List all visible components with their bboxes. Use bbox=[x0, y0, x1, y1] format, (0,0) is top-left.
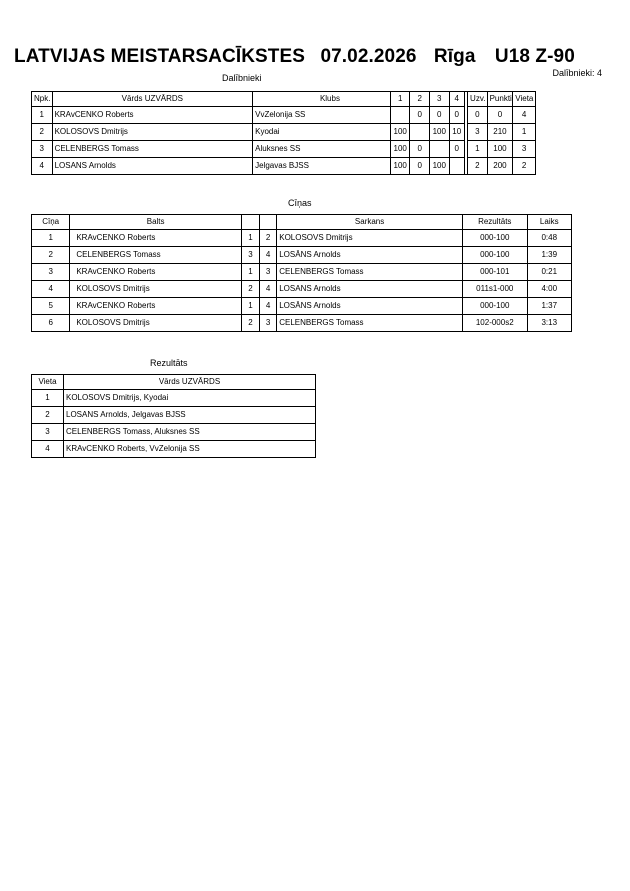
cell-white: KRAvCENKO Roberts bbox=[70, 264, 242, 281]
cell-time: 1:39 bbox=[527, 247, 571, 264]
col-name: Vārds UZVĀRDS bbox=[64, 375, 316, 390]
cell-bout: 6 bbox=[32, 315, 70, 332]
cell-time: 0:21 bbox=[527, 264, 571, 281]
cell-bout: 1 bbox=[32, 230, 70, 247]
col-r2: 2 bbox=[410, 92, 430, 107]
cell-result: 000-100 bbox=[462, 298, 527, 315]
cell-r2: 0 bbox=[410, 107, 430, 124]
col-time: Laiks bbox=[527, 215, 571, 230]
cell-r2: 0 bbox=[410, 141, 430, 158]
col-wins: Uzv. bbox=[468, 92, 488, 107]
col-place: Vieta bbox=[513, 92, 536, 107]
cell-club: VvZelonija SS bbox=[253, 107, 391, 124]
cell-red-num: 4 bbox=[260, 298, 277, 315]
bouts-header-row bbox=[32, 215, 572, 230]
cell-bout: 4 bbox=[32, 281, 70, 298]
competition-city: Rīga bbox=[433, 46, 476, 67]
cell-bout: 5 bbox=[32, 298, 70, 315]
cell-r1: 100 bbox=[390, 124, 410, 141]
cell-white: KOLOSOVS Dmitrijs bbox=[70, 281, 242, 298]
cell-red: LOSĀNS Arnolds bbox=[277, 298, 463, 315]
cell-red: KOLOSOVS Dmitrijs bbox=[277, 230, 463, 247]
col-place: Vieta bbox=[32, 375, 64, 390]
table-row bbox=[32, 107, 536, 124]
cell-white: CELENBERGS Tomass bbox=[70, 247, 242, 264]
table-row bbox=[32, 390, 316, 407]
cell-r3: 100 bbox=[430, 124, 450, 141]
cell-r4: 10 bbox=[449, 124, 464, 141]
cell-bout: 3 bbox=[32, 264, 70, 281]
cell-wins: 1 bbox=[468, 141, 488, 158]
cell-r3: 0 bbox=[430, 107, 450, 124]
cell-npk: 3 bbox=[32, 141, 53, 158]
page-title bbox=[14, 46, 624, 68]
competition-category: U18 Z-90 bbox=[494, 46, 575, 67]
col-red-num bbox=[260, 215, 277, 230]
cell-place: 4 bbox=[32, 441, 64, 458]
cell-bout: 2 bbox=[32, 247, 70, 264]
table-row bbox=[32, 141, 536, 158]
col-red: Sarkans bbox=[277, 215, 463, 230]
cell-result: 011s1-000 bbox=[462, 281, 527, 298]
cell-result: 000-100 bbox=[462, 230, 527, 247]
col-points: Punkti bbox=[487, 92, 513, 107]
cell-place: 3 bbox=[513, 141, 536, 158]
cell-white: KOLOSOVS Dmitrijs bbox=[70, 315, 242, 332]
cell-red-num: 2 bbox=[260, 230, 277, 247]
table-row bbox=[32, 424, 316, 441]
participants-count: Dalībnieki: 4 bbox=[552, 68, 602, 78]
cell-name: CELENBERGS Tomass, Aluksnes SS bbox=[64, 424, 316, 441]
cell-place: 1 bbox=[32, 390, 64, 407]
cell-red-num: 3 bbox=[260, 315, 277, 332]
cell-r3: 100 bbox=[430, 158, 450, 175]
results-header-row bbox=[32, 375, 316, 390]
table-row bbox=[32, 230, 572, 247]
cell-time: 4:00 bbox=[527, 281, 571, 298]
cell-points: 100 bbox=[487, 141, 513, 158]
cell-r4: 0 bbox=[449, 141, 464, 158]
col-result: Rezultāts bbox=[462, 215, 527, 230]
cell-place: 3 bbox=[32, 424, 64, 441]
col-club: Klubs bbox=[253, 92, 391, 107]
col-r4: 4 bbox=[449, 92, 464, 107]
cell-club: Aluksnes SS bbox=[253, 141, 391, 158]
cell-npk: 4 bbox=[32, 158, 53, 175]
cell-club: Jelgavas BJSS bbox=[253, 158, 391, 175]
cell-r2 bbox=[410, 124, 430, 141]
cell-red: CELENBERGS Tomass bbox=[277, 315, 463, 332]
col-white-num bbox=[241, 215, 259, 230]
participants-table bbox=[31, 91, 536, 175]
table-row bbox=[32, 264, 572, 281]
cell-time: 3:13 bbox=[527, 315, 571, 332]
bouts-table bbox=[31, 214, 572, 332]
col-npk: Npk. bbox=[32, 92, 53, 107]
cell-red-num: 4 bbox=[260, 281, 277, 298]
cell-red: LOSĀNS Arnolds bbox=[277, 247, 463, 264]
cell-time: 1:37 bbox=[527, 298, 571, 315]
cell-wins: 0 bbox=[468, 107, 488, 124]
cell-r2: 0 bbox=[410, 158, 430, 175]
participants-caption: Dalībnieki bbox=[222, 73, 262, 83]
cell-points: 210 bbox=[487, 124, 513, 141]
table-row bbox=[32, 158, 536, 175]
cell-white: KRAvCENKO Roberts bbox=[70, 298, 242, 315]
cell-time: 0:48 bbox=[527, 230, 571, 247]
cell-place: 1 bbox=[513, 124, 536, 141]
cell-npk: 2 bbox=[32, 124, 53, 141]
results-caption: Rezultāts bbox=[150, 358, 188, 368]
cell-r4 bbox=[449, 158, 464, 175]
cell-points: 200 bbox=[487, 158, 513, 175]
table-row bbox=[32, 298, 572, 315]
table-row bbox=[32, 124, 536, 141]
cell-white-num: 1 bbox=[241, 298, 259, 315]
col-r1: 1 bbox=[390, 92, 410, 107]
cell-name: LOSANS Arnolds bbox=[52, 158, 253, 175]
col-white: Balts bbox=[70, 215, 242, 230]
cell-place: 4 bbox=[513, 107, 536, 124]
cell-result: 000-100 bbox=[462, 247, 527, 264]
cell-name: KOLOSOVS Dmitrijs bbox=[52, 124, 253, 141]
cell-r1: 100 bbox=[390, 141, 410, 158]
cell-white-num: 2 bbox=[241, 281, 259, 298]
table-row bbox=[32, 281, 572, 298]
cell-white: KRAvCENKO Roberts bbox=[70, 230, 242, 247]
table-row bbox=[32, 315, 572, 332]
cell-r1: 100 bbox=[390, 158, 410, 175]
cell-wins: 2 bbox=[468, 158, 488, 175]
cell-result: 102-000s2 bbox=[462, 315, 527, 332]
cell-result: 000-101 bbox=[462, 264, 527, 281]
results-table bbox=[31, 374, 316, 458]
competition-date: 07.02.2026 bbox=[320, 46, 417, 67]
competition-title: LATVIJAS MEISTARSACĪKSTES bbox=[14, 46, 306, 67]
cell-npk: 1 bbox=[32, 107, 53, 124]
cell-white-num: 2 bbox=[241, 315, 259, 332]
cell-red: LOSANS Arnolds bbox=[277, 281, 463, 298]
col-name: Vārds UZVĀRDS bbox=[52, 92, 253, 107]
cell-r4: 0 bbox=[449, 107, 464, 124]
table-row bbox=[32, 407, 316, 424]
cell-wins: 3 bbox=[468, 124, 488, 141]
cell-name: LOSANS Arnolds, Jelgavas BJSS bbox=[64, 407, 316, 424]
cell-white-num: 3 bbox=[241, 247, 259, 264]
cell-name: KRAvCENKO Roberts bbox=[52, 107, 253, 124]
table-row bbox=[32, 247, 572, 264]
cell-red-num: 4 bbox=[260, 247, 277, 264]
col-r3: 3 bbox=[430, 92, 450, 107]
cell-points: 0 bbox=[487, 107, 513, 124]
cell-name: CELENBERGS Tomass bbox=[52, 141, 253, 158]
cell-place: 2 bbox=[32, 407, 64, 424]
cell-club: Kyodai bbox=[253, 124, 391, 141]
cell-place: 2 bbox=[513, 158, 536, 175]
cell-white-num: 1 bbox=[241, 230, 259, 247]
cell-white-num: 1 bbox=[241, 264, 259, 281]
cell-red-num: 3 bbox=[260, 264, 277, 281]
cell-red: CELENBERGS Tomass bbox=[277, 264, 463, 281]
cell-name: KRAvCENKO Roberts, VvZelonija SS bbox=[64, 441, 316, 458]
cell-r1 bbox=[390, 107, 410, 124]
table-row bbox=[32, 441, 316, 458]
bouts-caption: Cīņas bbox=[288, 198, 312, 208]
cell-name: KOLOSOVS Dmitrijs, Kyodai bbox=[64, 390, 316, 407]
cell-r3 bbox=[430, 141, 450, 158]
participants-header-row bbox=[32, 92, 536, 107]
col-bout: Cīņa bbox=[32, 215, 70, 230]
